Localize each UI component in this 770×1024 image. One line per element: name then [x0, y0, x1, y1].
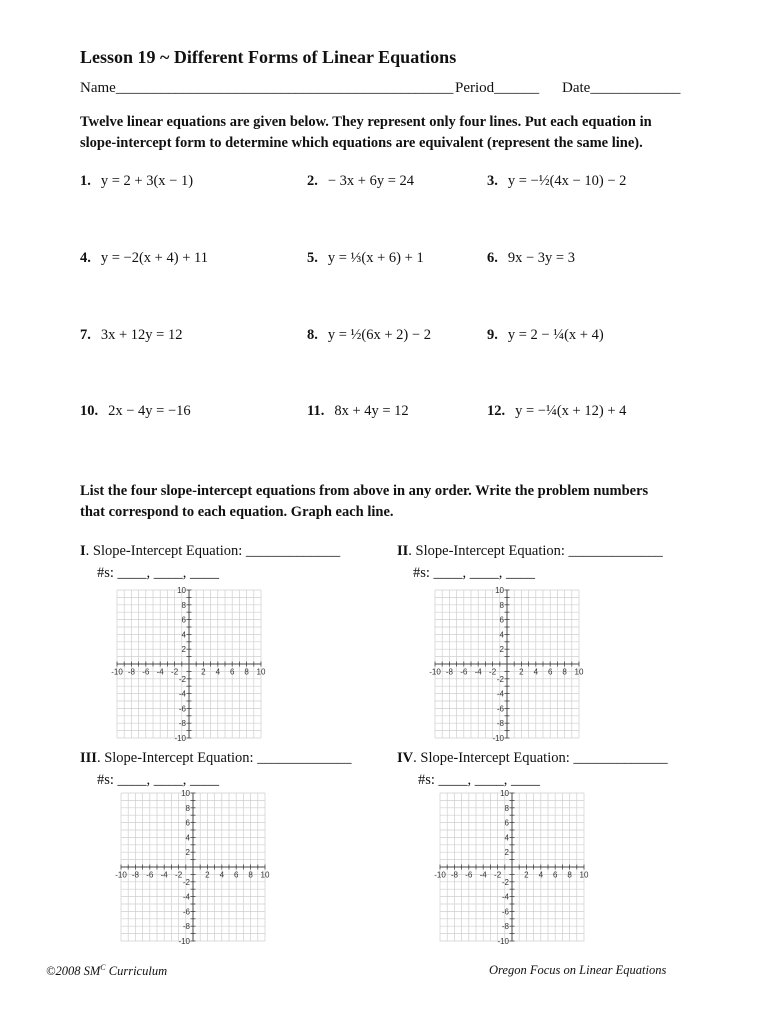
page-title: Lesson 19 ~ Different Forms of Linear Equations [80, 47, 457, 67]
x-tick-label: 6 [229, 667, 235, 677]
y-tick-label: -8 [501, 922, 509, 932]
x-tick-label: -8 [127, 667, 135, 677]
y-tick-label: -4 [496, 689, 504, 699]
y-tick-label: 6 [499, 615, 504, 625]
x-tick-label: -10 [429, 667, 441, 677]
y-tick-label: -8 [178, 719, 186, 729]
y-tick-label: -8 [182, 922, 190, 932]
equation-3: 3. y = −½(4x − 10) − 2 [487, 173, 627, 189]
y-tick-label: 10 [495, 586, 504, 595]
y-tick-label: -4 [501, 892, 509, 902]
x-tick-label: -4 [156, 667, 164, 677]
graph-4-title: IV. Slope-Intercept Equation: _____________ [397, 750, 668, 766]
x-tick-label: 4 [215, 667, 221, 677]
date-field[interactable] [562, 80, 680, 97]
list-instructions [80, 481, 700, 523]
x-tick-label: -10 [434, 870, 446, 880]
y-tick-label: -6 [178, 704, 186, 714]
x-tick-label: 2 [519, 667, 524, 677]
x-tick-label: -6 [142, 667, 150, 677]
y-tick-label: -10 [492, 734, 504, 743]
x-tick-label: 8 [248, 870, 253, 880]
y-tick-label: -6 [501, 907, 509, 917]
x-tick-label: -2 [175, 870, 183, 880]
graph-2-problem-numbers[interactable]: #s: ____, ____, ____ [413, 565, 536, 581]
instructions-line-1: Twelve linear equations are given below. They represent only four lines. Put each equation in [80, 114, 652, 130]
y-tick-label: -10 [497, 937, 509, 946]
y-tick-label: 4 [499, 630, 504, 640]
equation-1: 1. y = 2 + 3(x − 1) [80, 173, 194, 189]
y-tick-label: 10 [500, 789, 509, 798]
x-tick-label: -8 [450, 870, 458, 880]
x-tick-label: -4 [479, 870, 487, 880]
instructions-line-2: slope-intercept form to determine which equations are equivalent (represent the same line). [80, 135, 643, 151]
name-blank[interactable]: _____________________________________________ [115, 80, 454, 96]
list-instructions-line-1: List the four slope-intercept equations from above in any order. Write the problem numbers [80, 483, 649, 499]
period-label: Period [455, 80, 495, 96]
y-tick-label: 10 [177, 586, 186, 595]
graph-3-title: III. Slope-Intercept Equation: _____________ [80, 750, 352, 766]
graph-1-title: I. Slope-Intercept Equation: _____________ [80, 543, 341, 559]
y-tick-label: -2 [501, 877, 509, 887]
period-blank[interactable]: ______ [494, 80, 540, 96]
x-tick-label: 8 [244, 667, 249, 677]
coordinate-grid-2[interactable] [429, 586, 584, 743]
x-tick-label: 6 [233, 870, 239, 880]
equation-6: 6. 9x − 3y = 3 [487, 250, 575, 266]
x-tick-label: 4 [219, 870, 225, 880]
y-tick-label: -2 [182, 877, 190, 887]
coordinate-grid-4[interactable] [434, 789, 589, 946]
y-tick-label: 2 [185, 848, 190, 858]
y-tick-label: 2 [499, 645, 504, 655]
x-tick-label: 10 [574, 667, 584, 677]
footer-copyright: ©2008 $SM^C$ Curriculum [46, 963, 168, 979]
equation-9: 9. y = 2 − ¼(x + 4) [487, 327, 604, 343]
x-tick-label: 10 [256, 667, 266, 677]
x-tick-label: -2 [171, 667, 179, 677]
x-tick-label: 6 [552, 870, 558, 880]
x-tick-label: -8 [445, 667, 453, 677]
y-tick-label: -2 [496, 674, 504, 684]
x-tick-label: 8 [567, 870, 572, 880]
x-tick-label: 6 [547, 667, 553, 677]
y-tick-label: 2 [181, 645, 186, 655]
y-tick-label: -4 [178, 689, 186, 699]
y-tick-label: -6 [182, 907, 190, 917]
y-tick-label: 8 [181, 600, 186, 610]
equation-11: 11. 8x + 4y = 12 [307, 403, 409, 419]
x-tick-label: -6 [460, 667, 468, 677]
x-tick-label: -2 [489, 667, 497, 677]
y-tick-label: 6 [185, 818, 190, 828]
coordinate-grid-1[interactable] [111, 586, 266, 743]
x-tick-label: 10 [260, 870, 270, 880]
graph-2-title: II. Slope-Intercept Equation: _____________ [397, 543, 663, 559]
x-tick-label: -8 [131, 870, 139, 880]
footer-publisher: Oregon Focus on Linear Equations [489, 963, 667, 977]
list-instructions-line-2: that correspond to each equation. Graph each line. [80, 504, 394, 520]
name-field[interactable] [80, 80, 453, 97]
x-tick-label: -10 [111, 667, 123, 677]
x-tick-label: -2 [494, 870, 502, 880]
x-tick-label: 2 [205, 870, 210, 880]
y-tick-label: 6 [504, 818, 509, 828]
y-tick-label: -2 [178, 674, 186, 684]
graph-1-problem-numbers[interactable]: #s: ____, ____, ____ [97, 565, 220, 581]
equation-5: 5. y = ⅓(x + 6) + 1 [307, 250, 424, 266]
y-tick-label: 4 [181, 630, 186, 640]
period-field[interactable] [455, 80, 539, 97]
x-tick-label: -6 [465, 870, 473, 880]
equation-8: 8. y = ½(6x + 2) − 2 [307, 327, 431, 343]
y-tick-label: -10 [174, 734, 186, 743]
x-tick-label: 4 [538, 870, 544, 880]
equation-10: 10. 2x − 4y = −16 [80, 403, 191, 419]
x-tick-label: -4 [474, 667, 482, 677]
y-tick-label: 10 [181, 789, 190, 798]
equation-4: 4. y = −2(x + 4) + 11 [80, 250, 208, 266]
x-tick-label: -6 [146, 870, 154, 880]
equation-2: 2. − 3x + 6y = 24 [307, 173, 415, 189]
y-tick-label: -10 [178, 937, 190, 946]
x-tick-label: -10 [115, 870, 127, 880]
y-tick-label: -4 [182, 892, 190, 902]
equation-12: 12. y = −¼(x + 12) + 4 [487, 403, 627, 419]
name-label: Name [80, 80, 116, 96]
graph-3-problem-numbers[interactable]: #s: ____, ____, ____ [97, 772, 220, 788]
date-blank[interactable]: ____________ [590, 80, 681, 96]
date-label: Date [562, 80, 591, 96]
instructions [80, 112, 700, 154]
coordinate-grid-3[interactable] [115, 789, 270, 946]
graph-4-problem-numbers[interactable]: #s: ____, ____, ____ [418, 772, 541, 788]
y-tick-label: 8 [185, 803, 190, 813]
x-tick-label: 2 [524, 870, 529, 880]
x-tick-label: 8 [562, 667, 567, 677]
x-tick-label: -4 [160, 870, 168, 880]
y-tick-label: 6 [181, 615, 186, 625]
y-tick-label: 4 [504, 833, 509, 843]
x-tick-label: 2 [201, 667, 206, 677]
y-tick-label: 8 [499, 600, 504, 610]
equation-7: 7. 3x + 12y = 12 [80, 327, 183, 343]
y-tick-label: 4 [185, 833, 190, 843]
y-tick-label: -8 [496, 719, 504, 729]
x-tick-label: 4 [533, 667, 539, 677]
y-tick-label: 2 [504, 848, 509, 858]
y-tick-label: 8 [504, 803, 509, 813]
y-tick-label: -6 [496, 704, 504, 714]
x-tick-label: 10 [579, 870, 589, 880]
